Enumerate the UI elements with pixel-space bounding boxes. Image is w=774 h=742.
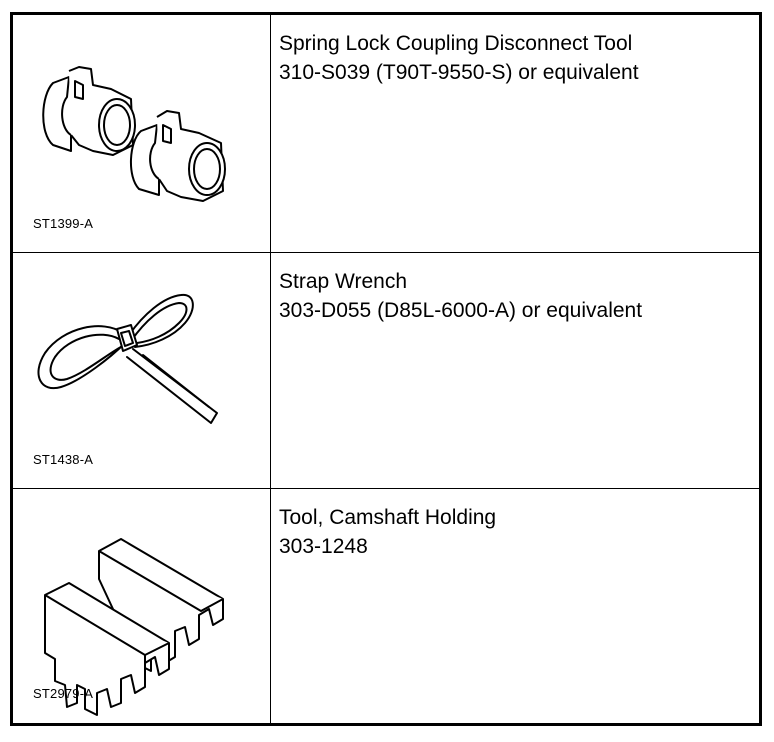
- tool-image-cell: [13, 15, 271, 252]
- table-row: [13, 253, 759, 489]
- table-row: [13, 15, 759, 253]
- tool-part-number: 310-S039 (T90T-9550-S) or equivalent: [279, 61, 639, 84]
- tool-name: Spring Lock Coupling Disconnect Tool: [279, 32, 633, 55]
- table-row: [13, 489, 759, 723]
- tool-image-cell: [13, 253, 271, 488]
- special-tools-table: [10, 12, 762, 726]
- tool-name: Strap Wrench: [279, 270, 407, 293]
- tool-description-cell: [279, 29, 639, 87]
- image-code: ST1399-A: [33, 216, 94, 231]
- tool-image-cell: [13, 489, 271, 723]
- tool-description-cell: [279, 267, 642, 325]
- image-code: ST2979-A: [33, 686, 94, 701]
- image-code: ST1438-A: [33, 452, 94, 467]
- tool-description-cell: [279, 503, 496, 561]
- tool-part-number: 303-1248: [279, 535, 368, 558]
- tool-part-number: 303-D055 (D85L-6000-A) or equivalent: [279, 299, 643, 322]
- tool-name: Tool, Camshaft Holding: [279, 506, 497, 529]
